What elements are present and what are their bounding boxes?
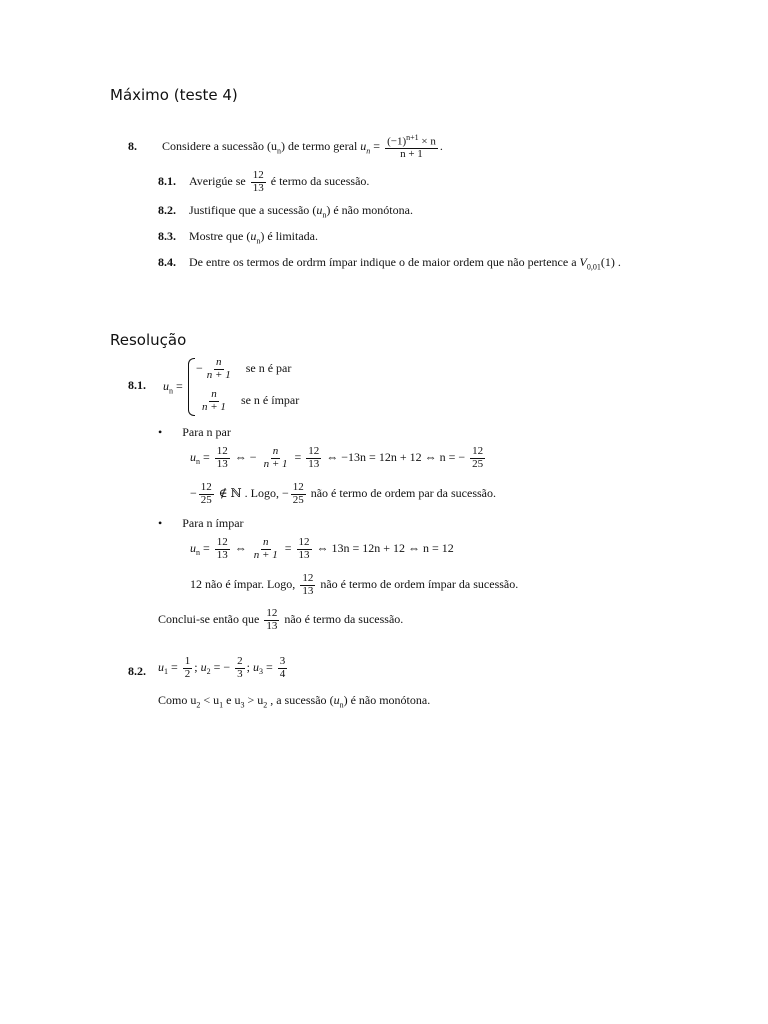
question-8-4 — [158, 256, 621, 271]
neighborhood-symbol: V — [579, 255, 587, 269]
bullet-even: • Para n par — [158, 425, 231, 439]
fraction: $\frac{12}{13}$ — [252, 169, 264, 194]
question-text: De entre os termos de ordrm ímpar indique o de maior ordem que não pertence a — [189, 255, 577, 269]
sequence-symbol: $(u_n)$ — [246, 229, 265, 246]
neighborhood-center: (1) . — [600, 255, 621, 269]
question-text: é limitada. — [267, 229, 318, 243]
question-text: Justifique que a sucessão — [189, 203, 310, 217]
final-conclusion: Conclui-se então que $\frac{12}{13}$ não é termo da sucessão. — [158, 607, 404, 632]
sequence-symbol: $(u_n)$ — [266, 139, 285, 156]
formula-lhs: $u_n$ — [360, 139, 371, 156]
question-8-2 — [158, 204, 413, 219]
bullet-odd: • Para n ímpar — [158, 516, 244, 530]
question-number: 8.1. — [158, 173, 176, 188]
question-text: Averigúe se — [189, 173, 246, 188]
neighborhood-radius: 0,01 — [586, 262, 601, 272]
question-number: 8.2. — [158, 203, 176, 217]
general-term-fraction: $\frac{(-1)^{n+1} \times n}{n + 1}$ — [387, 133, 436, 161]
title-maximo: Máximo (teste 4) — [110, 86, 238, 104]
piecewise-lhs: $u_n$ = — [163, 379, 183, 396]
equation-even: $u_n$ = $\frac{12}{13}$ ⇔ − $\frac{n}{n + 1}$ = $\frac{12}{13}$ ⇔ −13n = 12n + 12 ⇔ n = − $\frac{12}{25}$ — [190, 445, 484, 470]
question-8-1 — [158, 170, 369, 194]
question-8: 8. Considere a sucessão $(u_n)$ de termo geral $u_n$ = $\frac{(-1)^{n+1} \times n}{n + 1}$ . — [128, 133, 443, 161]
question-text: Mostre que — [189, 229, 244, 243]
piecewise-case-even: − $\frac{n}{n + 1}$ se n é par — [196, 356, 292, 381]
terms-line: $u_1$ = $\frac{1}{2}$ ; $u_2$ = − $\frac{2}{3}$ ; $u_3$ = $\frac{3}{4}$ — [158, 655, 286, 680]
question-8-3 — [158, 230, 318, 245]
question-number: 8. — [128, 139, 137, 154]
monotonic-conclusion: Como $u_2 < u_1$ e $u_3 > u_2$ , a sucessão $(u_n)$ é não monótona. — [158, 693, 431, 710]
sequence-symbol: $(u_n)$ — [312, 203, 331, 220]
question-text: de termo geral — [287, 139, 358, 154]
piecewise-brace — [188, 358, 195, 416]
title-resolucao: Resolução — [110, 331, 187, 349]
resolution-8-2-number: 8.2. — [128, 664, 146, 678]
resolution-8-1-number: 8.1. — [128, 378, 146, 392]
question-text: é não monótona. — [333, 203, 413, 217]
question-number: 8.3. — [158, 229, 176, 243]
question-text: Considere a sucessão — [162, 139, 264, 154]
equation-odd: $u_n$ = $\frac{12}{13}$ ⇔ $\frac{n}{n + 1}$ = $\frac{12}{13}$ ⇔ 13n = 12n + 12 ⇔ n = 12 — [190, 536, 454, 561]
conclusion-odd: 12 não é ímpar. Logo, $\frac{12}{13}$ não é termo de ordem ímpar da sucessão. — [190, 572, 519, 597]
question-text: é termo da sucessão. — [270, 173, 370, 188]
question-number: 8.4. — [158, 255, 176, 269]
conclusion-even: − $\frac{12}{25}$ ∉ ℕ . Logo, − $\frac{12}{25}$ não é termo de ordem par da sucessão. — [190, 481, 496, 506]
piecewise-case-odd: $\frac{n}{n + 1}$ se n é ímpar — [202, 388, 300, 413]
